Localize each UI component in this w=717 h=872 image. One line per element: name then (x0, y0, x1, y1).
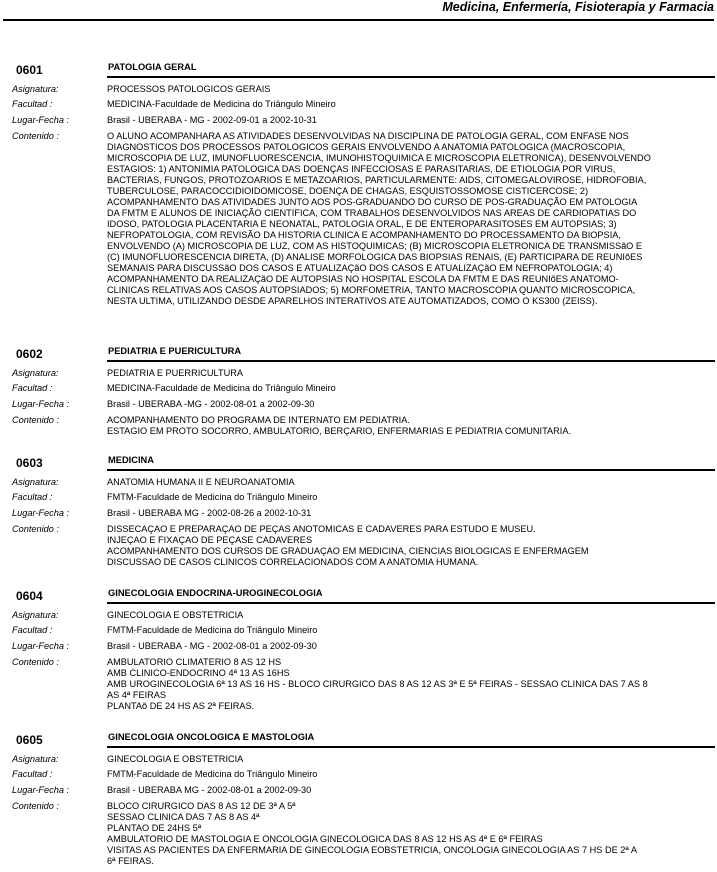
entry-title: MEDICINA (108, 455, 154, 465)
contenido-label: Contenido : (12, 801, 59, 811)
asignatura-label: Asignatura: (12, 754, 59, 764)
asignatura-label: Asignatura: (12, 610, 59, 620)
lugar-fecha-label: Lugar-Fecha : (12, 399, 70, 409)
facultad-label: Facultad : (12, 99, 53, 109)
contenido-label: Contenido : (12, 524, 59, 534)
entry-title: PEDIATRIA E PUERICULTURA (108, 346, 242, 356)
asignatura-label: Asignatura: (12, 368, 59, 378)
entry-title-divider (107, 746, 715, 748)
asignatura-label: Asignatura: (12, 477, 59, 487)
facultad-label: Facultad : (12, 383, 53, 393)
asignatura-value: PROCESSOS PATOLOGICOS GERAIS (107, 84, 271, 94)
facultad-value: FMTM-Faculdade de Medicina do Triângulo Mineiro (107, 625, 318, 635)
facultad-value: FMTM-Faculdade de Medicina do Triângulo Mineiro (107, 492, 318, 502)
header-divider (3, 19, 714, 21)
contenido-value: AMBULATORIO CLIMATERIO 8 AS 12 HS AMB CLINICO-ENDOCRINO 4ª 13 AS 16HS AMB UROGINECOLOGIA 6ª 13 AS 16 HS - BLOCO CIRURGICO DAS 8 AS 12 AS 3ª E 5ª FEIRAS - SESSAO CLINICA DAS 7 AS 8 AS 4ª FEIRAS PLANTAõ DE 24 HS AS 2ª FEIRAS. (107, 657, 648, 711)
entry-title-divider (107, 76, 715, 78)
facultad-value: MEDICINA-Faculdade de Medicina do Triângulo Mineiro (107, 99, 336, 109)
facultad-label: Facultad : (12, 492, 53, 502)
contenido-label: Contenido : (12, 415, 59, 425)
asignatura-value: ANATOMIA HUMANA II E NEUROANATOMIA (107, 477, 295, 487)
lugar-fecha-value: Brasil - UBERABA - MG - 2002-08-01 a 2002-09-30 (107, 641, 317, 651)
entry-title: PATOLOGIA GERAL (108, 62, 197, 72)
entry-code: 0605 (16, 733, 43, 747)
entry-title-divider (107, 469, 715, 471)
lugar-fecha-value: Brasil - UBERABA - MG - 2002-09-01 a 2002-10-31 (107, 115, 317, 125)
entry-code: 0602 (16, 347, 43, 361)
entry-title: GINECOLOGIA ONCOLOGICA E MASTOLOGIA (108, 732, 315, 742)
facultad-label: Facultad : (12, 769, 53, 779)
facultad-value: FMTM-Faculdade de Medicina do Triângulo Mineiro (107, 769, 318, 779)
asignatura-label: Asignatura: (12, 84, 59, 94)
lugar-fecha-value: Brasil - UBERABA MG - 2002-08-01 a 2002-09-30 (107, 785, 312, 795)
facultad-value: MEDICINA-Faculdade de Medicina do Triângulo Mineiro (107, 383, 336, 393)
asignatura-value: PEDIATRIA E PUERRICULTURA (107, 368, 243, 378)
page-header-title: Medicina, Enfermería, Fisioterapia y Farmacia (442, 0, 714, 14)
entry-code: 0603 (16, 456, 43, 470)
contenido-value: BLOCO CIRURGICO DAS 8 AS 12 DE 3ª A 5ª SESSAO CLINICA DAS 7 AS 8 AS 4ª PLANTAO DE 24HS 5ª AMBULATORIO DE MASTOLOGIA E ONCOLOGIA GINECOLOGICA DAS 8 AS 12 HS AS 4ª E 6ª FEIRAS VISITAS AS PACIENTES DA ENFERMARIA DE GINECOLOGIA EOBSTETRICIA, ONCOLOGIA GINECOLOGIA AS 7 HS DE 2ª A 6ª FEIRAS. (107, 801, 637, 866)
entry-title: GINECOLOGIA ENDOCRINA-UROGINECOLOGIA (108, 588, 323, 598)
lugar-fecha-label: Lugar-Fecha : (12, 641, 70, 651)
contenido-label: Contenido : (12, 131, 59, 141)
lugar-fecha-label: Lugar-Fecha : (12, 115, 70, 125)
asignatura-value: GINECOLOGIA E OBSTETRICIA (107, 754, 244, 764)
lugar-fecha-value: Brasil - UBERABA MG - 2002-08-26 a 2002-10-31 (107, 508, 312, 518)
asignatura-value: GINECOLOGIA E OBSTETRICIA (107, 610, 244, 620)
contenido-value: ACOMPANHAMENTO DO PROGRAMA DE INTERNATO EM PEDIATRIA. ESTAGIO EM PROTO SOCORRO, AMBULATORIO, BERÇARIO, ENFERMARIAS E PEDIATRIA COMUNITARIA. (107, 415, 572, 436)
entry-code: 0604 (16, 589, 43, 603)
entry-title-divider (107, 360, 715, 362)
contenido-value: DISSECAÇAO E PREPARAÇAO DE PEÇAS ANOTOMICAS E CADAVERES PARA ESTUDO E MUSEU. INJEÇAO E FIXAÇAO DE PEÇASE CADAVERES ACOMPANHAMENTO DOS CURSOS DE GRADUAÇAO EM MEDICINA, CIENCIAS BIOLOGICAS E ENFERMAGEM DISCUSSAO DE CASOS CLINICOS CORRELACIONADOS COM A ANATOMIA HUMANA. (107, 524, 589, 567)
lugar-fecha-label: Lugar-Fecha : (12, 508, 70, 518)
entry-title-divider (107, 602, 715, 604)
contenido-label: Contenido : (12, 657, 59, 667)
lugar-fecha-label: Lugar-Fecha : (12, 785, 70, 795)
entry-code: 0601 (16, 63, 43, 77)
contenido-value: O ALUNO ACOMPANHARA AS ATIVIDADES DESENVOLVIDAS NA DISCIPLINA DE PATOLOGIA GERAL, COM ENFASE NOS DIAGNOSTICOS DOS PROCESSOS PATOLOGICOS GERAIS ENVOLVENDO A ANATOMIA PATOLOGICA (MACROSCOPIA, MICROSCOPIA DE LUZ, IMUNOFLUORESCENCIA, IMUNOHISTOQUIMICA E MICROSCOPIA ELETRONICA), DESENVOLVENDO ESTAGIOS: 1) ANTONIMIA PATOLOGICA DAS DOENÇAS INFECCIOSAS E PARASITARIAS, DE ETIOLOGIA POR VIRUS, BACTERIAS, FUNGOS, PROTOZOARIOS E METAZOARIOS, PARTICULARMENTE: AIDS, CITOMEGALOVIROSE, HIDROFOBIA, TUBERCULOSE, PARACOCCIDIOIDOMICOSE, DOENÇA DE CHAGAS, ESQUISTOSSOMOSE CISTICERCOSE; 2) ACOMPANHAMENTO DAS ATIVIDADES JUNTO AOS POS-GRADUANDO DO CURSO DE POS-GRADUAÇÃO EM PATOLOGIA DA FMTM E ALUNOS DE INICIAÇÃO CIENTIFICA, COM TRABALHOS DESENVOLVIDOS NAS AREAS DE CARDIOPATIAS DO IDOSO, PATOLOGIA PLACENTARIA E NEONATAL, PATOLOGIA ORAL, E DE ENTEROPARASITOSES EM AUTOPSIAS; 3) NEFROPATOLOGIA, COM REVISÃO DA HISTORIA CLINICA E ACOMPANHAMENTO DO PROCESSAMENTO DA BIOPSIA, ENVOLVENDO (A) MICROSCOPIA DE LUZ, COM AS HISTOQUIMICAS; (B) MICROSCOPIA ELETRONICA DE TRANSMISSãO E (C) IMUNOFLUORESCENCIA DIRETA, (D) ANALISE MORFOLOGICA DAS BIOPSIAS RENAIS, (E) PARTICIPARA DE REUNIõES SEMANAIS PARA DISCUSSãO DOS CASOS E ATUALIZAÇãO DOS CASOS E ATUALIZAÇãO EM NEFROPATOLOGIA; 4) ACOMPANHAMENTO DA REALIZAÇãO DE AUTOPSIAS NO HOSPITAL ESCOLA DA FMTM E DAS REUNIõES ANATOMO- CLINICAS RELATIVAS AOS CASOS AUTOPSIADOS; 5) MORFOMETRIA, TANTO MACROSCOPIA QUANTO MICROSCOPICA, NESTA ULTIMA, UTILIZANDO DESDE APARELHOS INTERATIVOS ATE AUTOMATIZADOS, COMO O KS300 (ZEISS). (107, 131, 651, 306)
lugar-fecha-value: Brasil - UBERABA -MG - 2002-08-01 a 2002-09-30 (107, 399, 315, 409)
facultad-label: Facultad : (12, 625, 53, 635)
